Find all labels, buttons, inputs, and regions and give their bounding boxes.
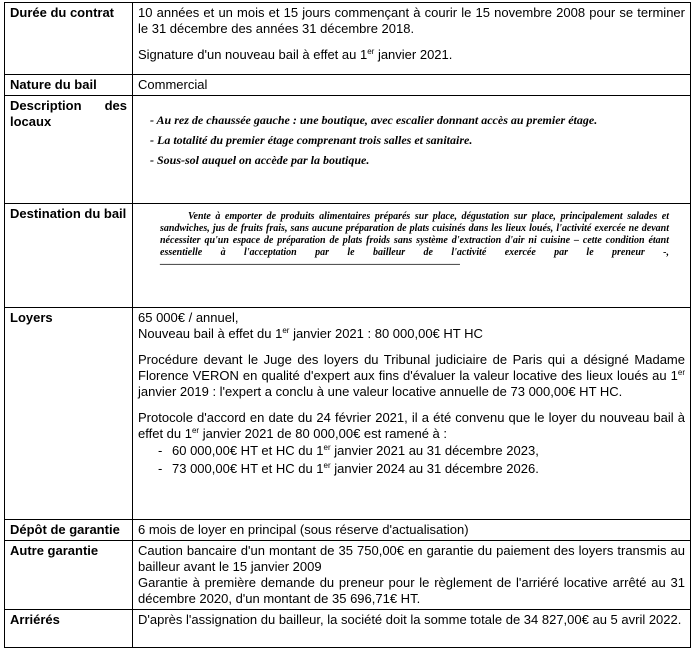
value-nature-bail: Commercial [133,75,691,96]
label-description-word: Description [10,98,82,113]
procedure-expertise [138,352,685,400]
value-depot-garantie: 6 mois de loyer en principal (sous réserve d'actualisation) [133,520,691,541]
label-des-word: des [104,98,127,113]
superscript-er: er [191,426,200,435]
value-description-locaux [133,96,691,204]
label-destination-bail: Destination du bail [5,204,133,308]
superscript-er: er [677,368,685,377]
description-item: - Au rez de chaussée gauche : une boutique, avec escalier donnant accès au premier étage. [150,113,598,127]
label-description-locaux [5,96,133,204]
palier-2-text: 73 000,00€ HT et HC du 1 [172,461,324,476]
label-depot-garantie: Dépôt de garantie [5,520,133,541]
value-destination-bail [133,204,691,308]
row-duree-contrat [5,3,691,75]
value-loyers [133,308,691,520]
scanned-destination-excerpt: Vente à emporter de produits alimentaires préparés sur place, dégustation sur place, principalement salades et sandwiches, jus de fruits frais, sans aucune préparation de plats cuisinés dans les lieux loués, l'activité exercée ne devant nécessiter qu'un espace de préparation de plats froids sans système d'extraction d'air ni cuisine – cette condition étant essentielle à l'acceptation par le bailleur de l'activité exercée par le preneur -,—————————————————————————————— [160,211,669,270]
caution-bancaire: Caution bancaire d'un montant de 35 750,00€ en garantie du paiement des loyers transmis au bailleur avant le 15 janvier 2009 [138,543,685,574]
palier-1-text: 60 000,00€ HT et HC du 1 [172,443,324,458]
label-arrieres: Arriérés [5,610,133,648]
value-duree-contrat [133,3,691,75]
label-autre-garantie: Autre garantie [5,541,133,610]
signature-nouveau-bail [138,47,685,63]
nouveau-bail-text: Nouveau bail à effet du 1 [138,326,283,341]
label-loyers: Loyers [5,308,133,520]
label-duree-contrat: Durée du contrat [5,3,133,75]
superscript-er: er [282,326,290,335]
dash-bullet: - [158,461,163,476]
value-arrieres: D'après l'assignation du bailleur, la société doit la somme totale de 34 827,00€ au 5 avril 2022. [133,610,691,648]
protocole-accord [138,410,685,442]
nouveau-bail-loyer [138,326,685,342]
row-nature-bail [5,75,691,96]
superscript-er: er [367,47,375,56]
lease-summary-document [4,2,691,648]
label-locaux-word: locaux [10,114,52,129]
row-depot-garantie [5,520,691,541]
loyer-annuel: 65 000€ / annuel, [138,310,239,325]
value-autre-garantie [133,541,691,610]
palier-2-period: janvier 2024 au 31 décembre 2026. [330,461,539,476]
loyer-palier-item [138,460,685,478]
protocole-text: Protocole d'accord en date du 24 février 2021, il a été convenu que le loyer du nouveau bail à effet du 1 [138,410,685,441]
scanned-description-excerpt [150,110,685,170]
description-item: - La totalité du premier étage comprenant trois salles et sanitaire. [150,133,473,147]
row-arrieres [5,610,691,648]
row-description-locaux [5,96,691,204]
superscript-er: er [323,443,331,452]
row-destination-bail [5,204,691,308]
nouveau-bail-amount: janvier 2021 : 80 000,00€ HT HC [289,326,483,341]
signature-date-text: janvier 2021. [374,47,453,62]
signature-text: Signature d'un nouveau bail à effet au 1 [138,47,368,62]
superscript-er: er [323,461,331,470]
procedure-conclusion: janvier 2019 : l'expert a conclu à une valeur locative annuelle de 73 000,00€ HT HC. [138,384,623,399]
row-loyers [5,308,691,520]
description-item: - Sous-sol auquel on accède par la boutique. [150,153,370,167]
dash-bullet: - [158,443,163,458]
palier-1-period: janvier 2021 au 31 décembre 2023, [330,443,539,458]
row-autre-garantie [5,541,691,610]
lease-summary-table [4,2,691,648]
procedure-text: Procédure devant le Juge des loyers du Tribunal judiciaire de Paris qui a désigné Madame Florence VERON en qualité d'expert aux fins d'évaluer la valeur locative des lieux loués au 1 [138,352,685,383]
protocole-amount: janvier 2021 de 80 000,00€ est ramené à : [199,426,448,441]
garantie-premiere-demande: Garantie à première demande du preneur pour le règlement de l'arriéré locative arrêté au 31 décembre 2020, d'un montant de 35 696,71€ HT. [138,575,685,606]
loyer-palier-item [138,442,685,460]
label-nature-bail: Nature du bail [5,75,133,96]
duree-text: 10 années et un mois et 15 jours commençant à courir le 15 novembre 2008 pour se terminer le 31 décembre des années 31 décembre 2018. [138,5,685,36]
